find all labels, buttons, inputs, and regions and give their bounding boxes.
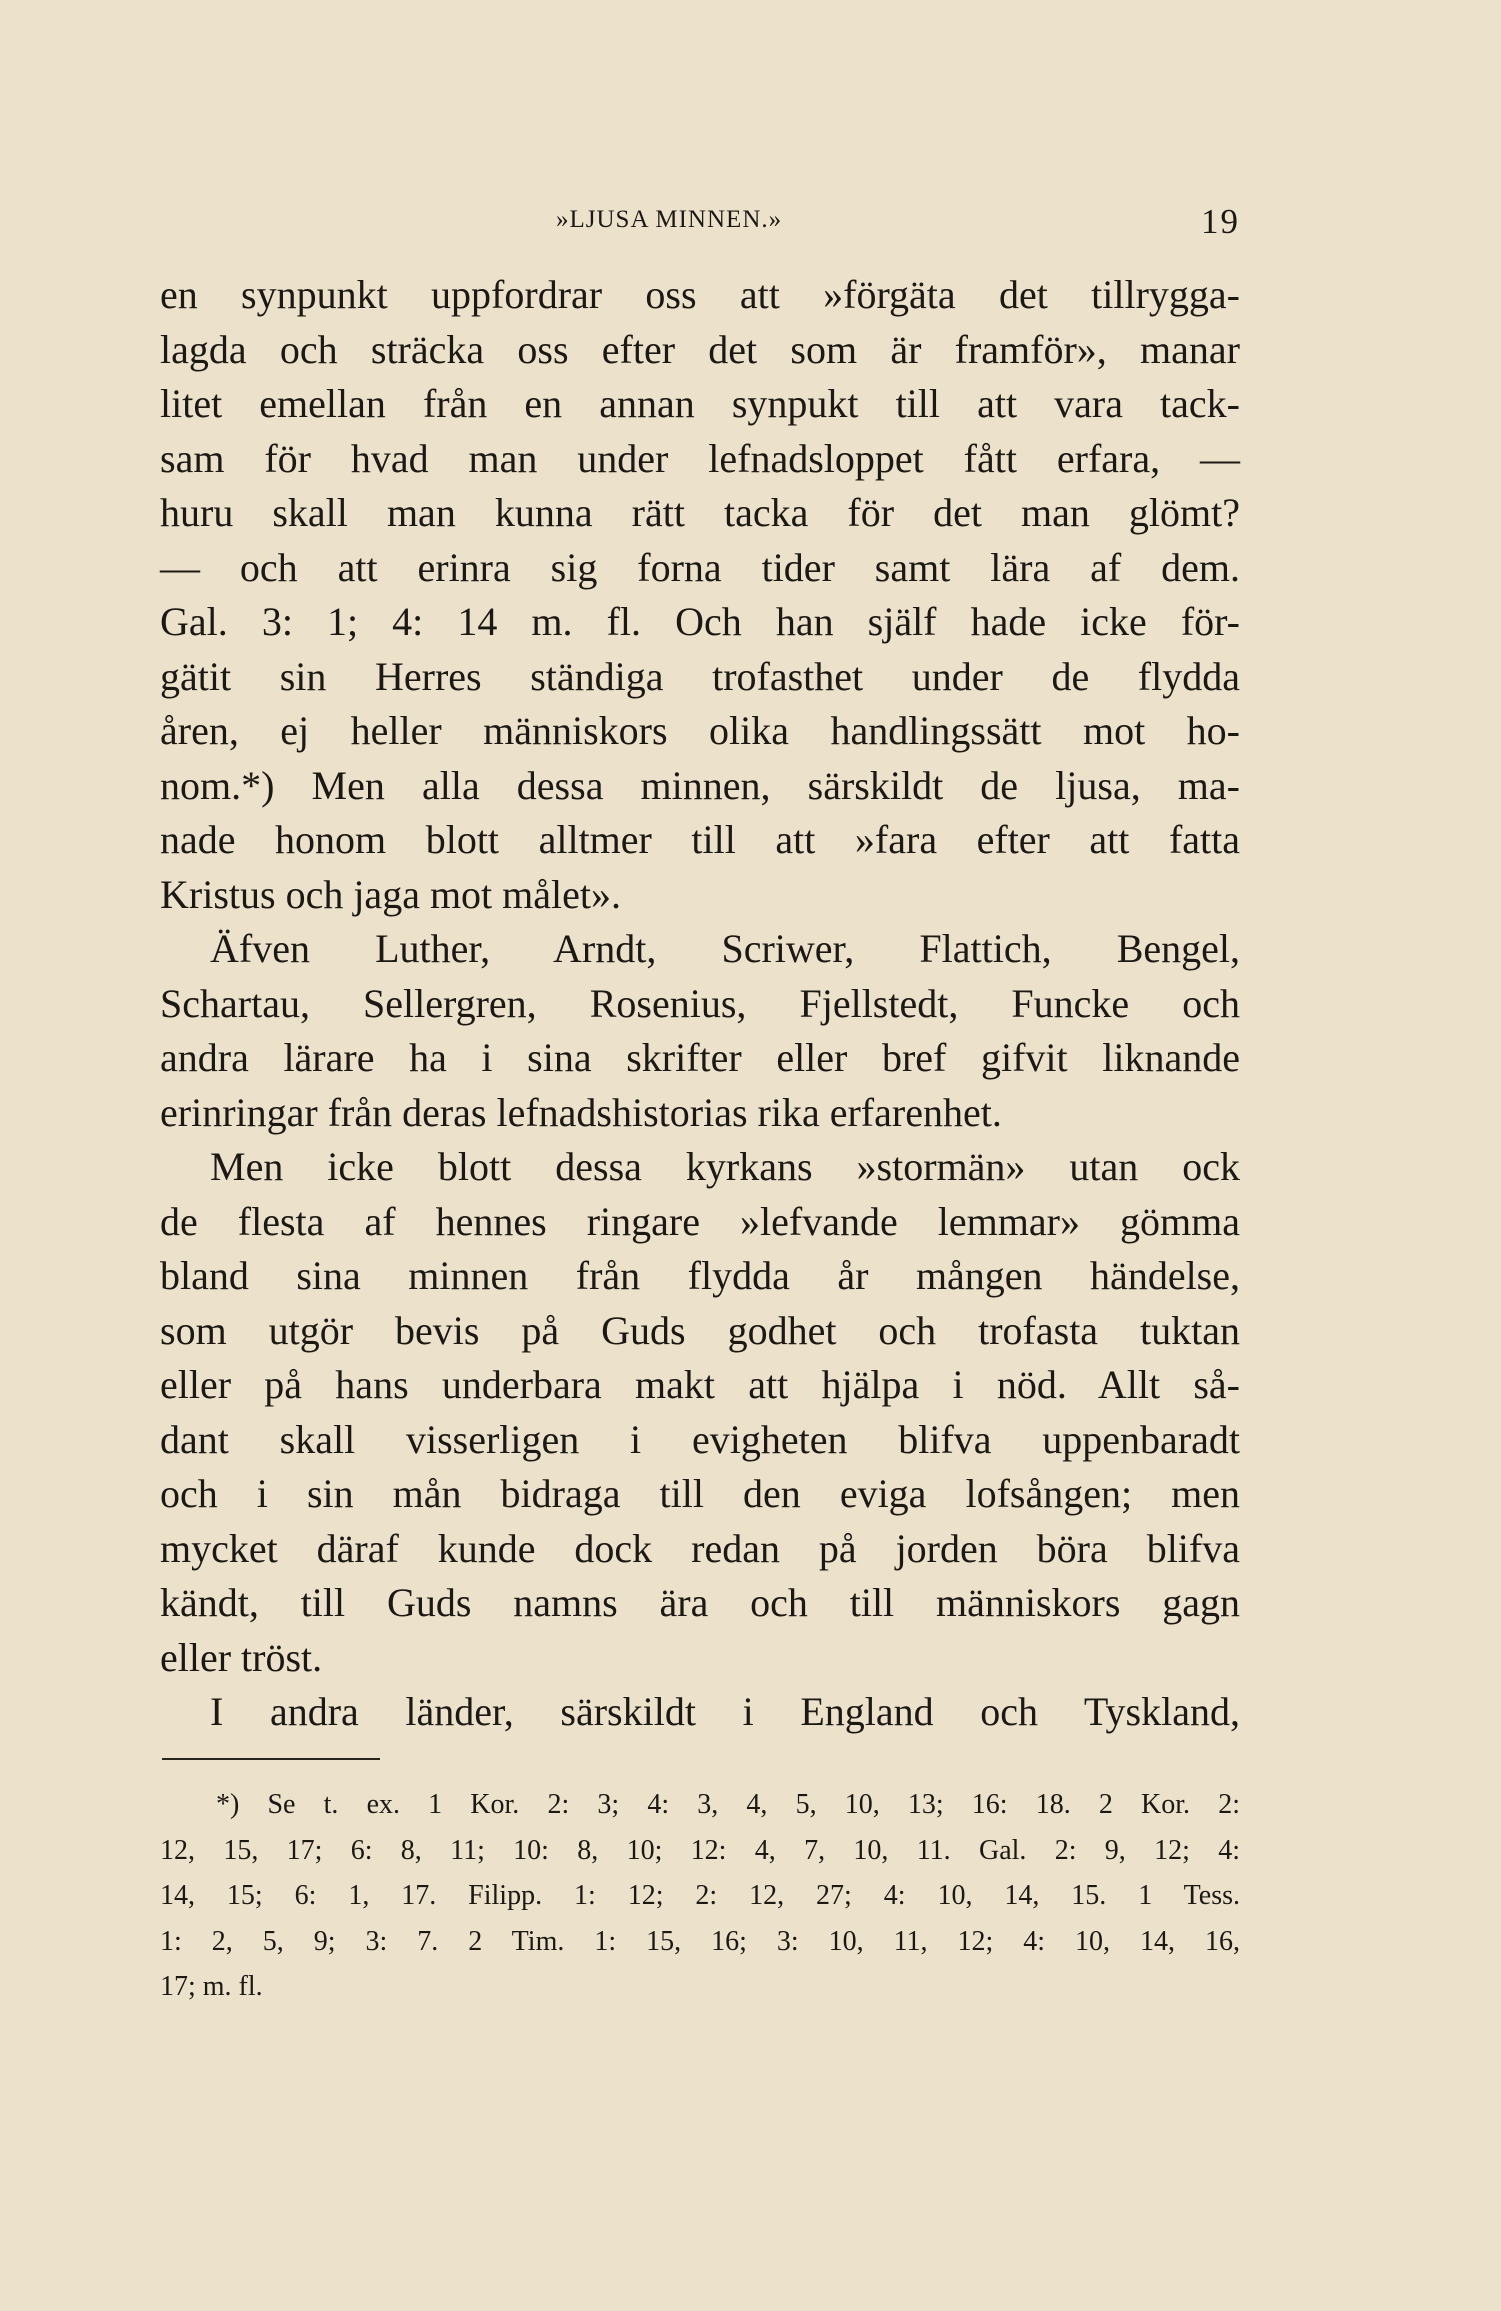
text-line: gätit sin Herres ständiga trofasthet under de flydda xyxy=(160,653,1240,699)
text-line: nom.*) Men alla dessa minnen, särskildt de ljusa, ma- xyxy=(160,762,1240,808)
body-text xyxy=(160,268,1240,1740)
page-number: 19 xyxy=(1201,202,1240,241)
footnote xyxy=(160,1782,1240,2010)
text-line: lagda och sträcka oss efter det som är framför», manar xyxy=(160,326,1240,372)
text-line: eller på hans underbara makt att hjälpa i nöd. Allt så- xyxy=(160,1362,1240,1407)
text-line: mycket däraf kunde dock redan på jorden böra blifva xyxy=(160,1525,1240,1571)
text-line: Äfven Luther, Arndt, Scriwer, Flattich, Bengel, xyxy=(210,926,1240,971)
text-line: och i sin mån bidraga till den eviga lofsången; men xyxy=(160,1471,1240,1516)
text-line: Gal. 3: 1; 4: 14 m. fl. Och han själf hade icke för- xyxy=(160,599,1240,644)
text-line: som utgör bevis på Guds godhet och trofasta tuktan xyxy=(160,1307,1240,1353)
text-line: huru skall man kunna rätt tacka för det man glömt? xyxy=(160,490,1240,535)
text-line: sam för hvad man under lefnadsloppet fått erfara, — xyxy=(160,435,1240,481)
text-line: litet emellan från en annan synpukt till att vara tack- xyxy=(160,381,1240,426)
text-line: I andra länder, särskildt i England och Tyskland, xyxy=(210,1689,1240,1734)
footnote-line: *) Se t. ex. 1 Kor. 2: 3; 4: 3, 4, 5, 10, 13; 16: 18. 2 Kor. 2: xyxy=(216,1789,1240,1820)
text-line: en synpunkt uppfordrar oss att »förgäta det tillrygga- xyxy=(160,272,1240,317)
text-line: nade honom blott alltmer till att »fara efter att fatta xyxy=(160,817,1240,862)
text-line: erinringar från deras lefnadshistorias rika erfarenhet. xyxy=(160,1089,1002,1135)
footnote-line: 1: 2, 5, 9; 3: 7. 2 Tim. 1: 15, 16; 3: 10, 11, 12; 4: 10, 14, 16, xyxy=(160,1925,1240,1957)
text-line: de flesta af hennes ringare »lefvande lemmar» gömma xyxy=(160,1198,1240,1244)
text-line: Men icke blott dessa kyrkans »stormän» utan ock xyxy=(210,1144,1240,1189)
text-line: Schartau, Sellergren, Rosenius, Fjellstedt, Funcke och xyxy=(160,980,1240,1026)
text-line: åren, ej heller människors olika handlingssätt mot ho- xyxy=(160,708,1240,753)
footnote-line: 14, 15; 6: 1, 17. Filipp. 1: 12; 2: 12, 27; 4: 10, 14, 15. 1 Tess. xyxy=(160,1880,1240,1911)
footnote-line: 17; m. fl. xyxy=(160,1971,263,2002)
text-line: Kristus och jaga mot målet». xyxy=(160,871,622,917)
text-line: — och att erinra sig forna tider samt lära af dem. xyxy=(160,544,1240,590)
text-line: bland sina minnen från flydda år mången händelse, xyxy=(160,1253,1240,1298)
text-line: dant skall visserligen i evigheten blifva uppenbaradt xyxy=(160,1416,1240,1462)
page-header xyxy=(160,202,1240,246)
text-line: eller tröst. xyxy=(160,1634,323,1680)
text-line: andra lärare ha i sina skrifter eller bref gifvit liknande xyxy=(160,1035,1240,1080)
text-line: kändt, till Guds namns ära och till människors gagn xyxy=(160,1580,1240,1625)
footnote-line: 12, 15, 17; 6: 8, 11; 10: 8, 10; 12: 4, 7, 10, 11. Gal. 2: 9, 12; 4: xyxy=(160,1834,1240,1866)
footnote-divider xyxy=(162,1758,380,1760)
running-title: »LJUSA MINNEN.» xyxy=(556,206,783,233)
